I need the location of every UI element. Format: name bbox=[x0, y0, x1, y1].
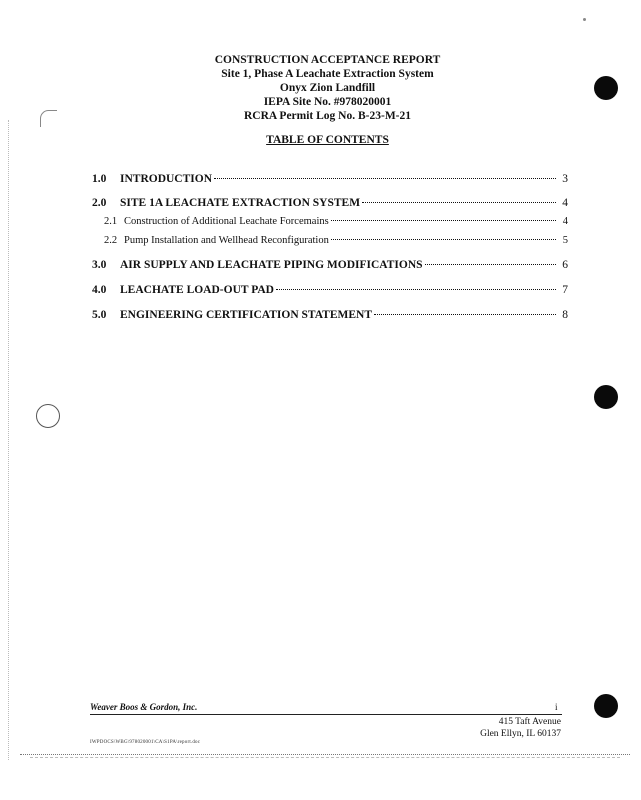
toc-entry-page: 6 bbox=[562, 259, 568, 271]
toc-entry-title: Pump Installation and Wellhead Reconfiguration bbox=[124, 235, 329, 246]
toc-entry-page: 3 bbox=[562, 173, 568, 185]
firm-address bbox=[480, 716, 561, 740]
corner-dot bbox=[583, 18, 586, 21]
faint-hole-mark-middle bbox=[36, 404, 60, 428]
toc-entry-title: SITE 1A LEACHATE EXTRACTION SYSTEM bbox=[120, 197, 361, 209]
iepa-site-number: IEPA Site No. #978020001 bbox=[263, 96, 392, 108]
fax-transmission-noise-secondary bbox=[30, 757, 620, 758]
address-city: Glen Ellyn, IL 60137 bbox=[480, 729, 561, 739]
page-number: i bbox=[555, 702, 558, 712]
toc-entry-number: 1.0 bbox=[92, 173, 107, 185]
toc-entry-number: 5.0 bbox=[92, 309, 107, 321]
toc-entry-forcemains bbox=[104, 216, 568, 227]
toc-entry-page: 5 bbox=[562, 235, 568, 246]
dot-leader bbox=[276, 289, 556, 290]
report-subtitle: Site 1, Phase A Leachate Extraction System bbox=[221, 68, 434, 80]
footer-rule bbox=[90, 714, 562, 715]
toc-entry-number: 3.0 bbox=[92, 259, 107, 271]
dot-leader bbox=[214, 178, 556, 179]
dot-leader bbox=[374, 314, 556, 315]
rcra-permit-log: RCRA Permit Log No. B-23-M-21 bbox=[243, 110, 412, 122]
report-title: CONSTRUCTION ACCEPTANCE REPORT bbox=[214, 54, 441, 66]
hole-punch-middle bbox=[594, 385, 618, 409]
firm-name: Weaver Boos & Gordon, Inc. bbox=[90, 702, 198, 712]
toc-entry-page: 4 bbox=[562, 216, 568, 227]
faint-hole-mark-top bbox=[40, 110, 57, 127]
toc-entry-title: ENGINEERING CERTIFICATION STATEMENT bbox=[120, 309, 373, 321]
file-path: IWPDOCS\WBG\978020001\CA\S1PA\report.doc bbox=[90, 740, 201, 745]
fax-transmission-noise bbox=[20, 754, 630, 755]
dot-leader bbox=[425, 264, 556, 265]
toc-entry-title: Construction of Additional Leachate Forcemains bbox=[124, 216, 329, 227]
toc-entry-number: 2.0 bbox=[92, 197, 107, 209]
hole-punch-bottom bbox=[594, 694, 618, 718]
dot-leader bbox=[362, 202, 556, 203]
toc-entry-title: LEACHATE LOAD-OUT PAD bbox=[120, 284, 274, 296]
toc-entry-leachate-extraction bbox=[92, 197, 568, 209]
toc-entry-number: 4.0 bbox=[92, 284, 107, 296]
toc-entry-number: 2.1 bbox=[104, 216, 118, 227]
toc-entry-load-out-pad bbox=[92, 284, 568, 296]
toc-title: TABLE OF CONTENTS bbox=[266, 134, 389, 146]
left-margin-artifact bbox=[8, 120, 9, 760]
toc-entry-page: 8 bbox=[562, 309, 568, 321]
dot-leader bbox=[331, 220, 556, 221]
toc-entry-engineering-certification bbox=[92, 309, 568, 321]
address-street: 415 Taft Avenue bbox=[498, 717, 561, 727]
toc-entry-introduction bbox=[92, 173, 568, 185]
dot-leader bbox=[331, 239, 556, 240]
toc-entry-title: AIR SUPPLY AND LEACHATE PIPING MODIFICATIONS bbox=[120, 259, 423, 271]
report-header bbox=[150, 53, 505, 123]
toc-entry-page: 7 bbox=[562, 284, 568, 296]
toc-entry-title: INTRODUCTION bbox=[120, 173, 213, 185]
toc-entry-page: 4 bbox=[562, 197, 568, 209]
toc-entry-air-supply bbox=[92, 259, 568, 271]
toc-entry-pump-installation bbox=[104, 235, 568, 246]
site-name: Onyx Zion Landfill bbox=[279, 82, 376, 94]
hole-punch-top bbox=[594, 76, 618, 100]
toc-entry-number: 2.2 bbox=[104, 235, 118, 246]
